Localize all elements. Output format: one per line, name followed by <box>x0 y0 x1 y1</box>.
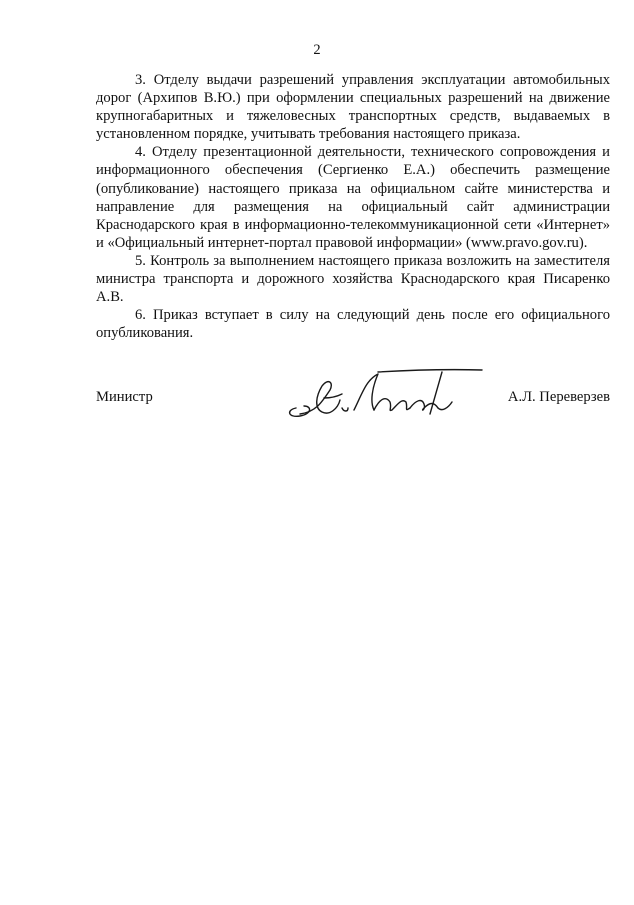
signatory-name: А.Л. Переверзев <box>507 389 610 405</box>
handwritten-signature-icon <box>282 368 488 424</box>
paragraph-3: 3. Отделу выдачи разрешений управления эксплуатации автомобильных дорог (Архипов В.Ю.) при оформлении специальных разрешений на движение крупногабаритных и тяжеловесных транспортных средств, выдаваемых в установленном порядке, учитывать требования настоящего приказа. <box>96 72 610 143</box>
signature-block <box>96 380 610 430</box>
document-body <box>96 71 610 342</box>
paragraph-6: 6. Приказ вступает в силу на следующий день после его официального опубликования. <box>96 307 610 342</box>
paragraph-5: 5. Контроль за выполнением настоящего приказа возложить на заместителя министра транспорта и дорожного хозяйства Краснодарского края Писаренко А.В. <box>96 252 610 306</box>
paragraph-4: 4. Отделу презентационной деятельности, технического сопровождения и информационного обеспечения (Сергиенко Е.А.) обеспечить размещение (опубликование) настоящего приказа на официальном сайте министерства и направление для размещения на официальный сайт администрации Краснодарского края в информационно-телекоммуникационной сети «Интернет» и «Официальный интернет-портал правовой информации» (www.pravo.gov.ru). <box>96 144 610 251</box>
page-number: 2 <box>313 42 321 58</box>
signatory-title: Министр <box>96 389 153 405</box>
